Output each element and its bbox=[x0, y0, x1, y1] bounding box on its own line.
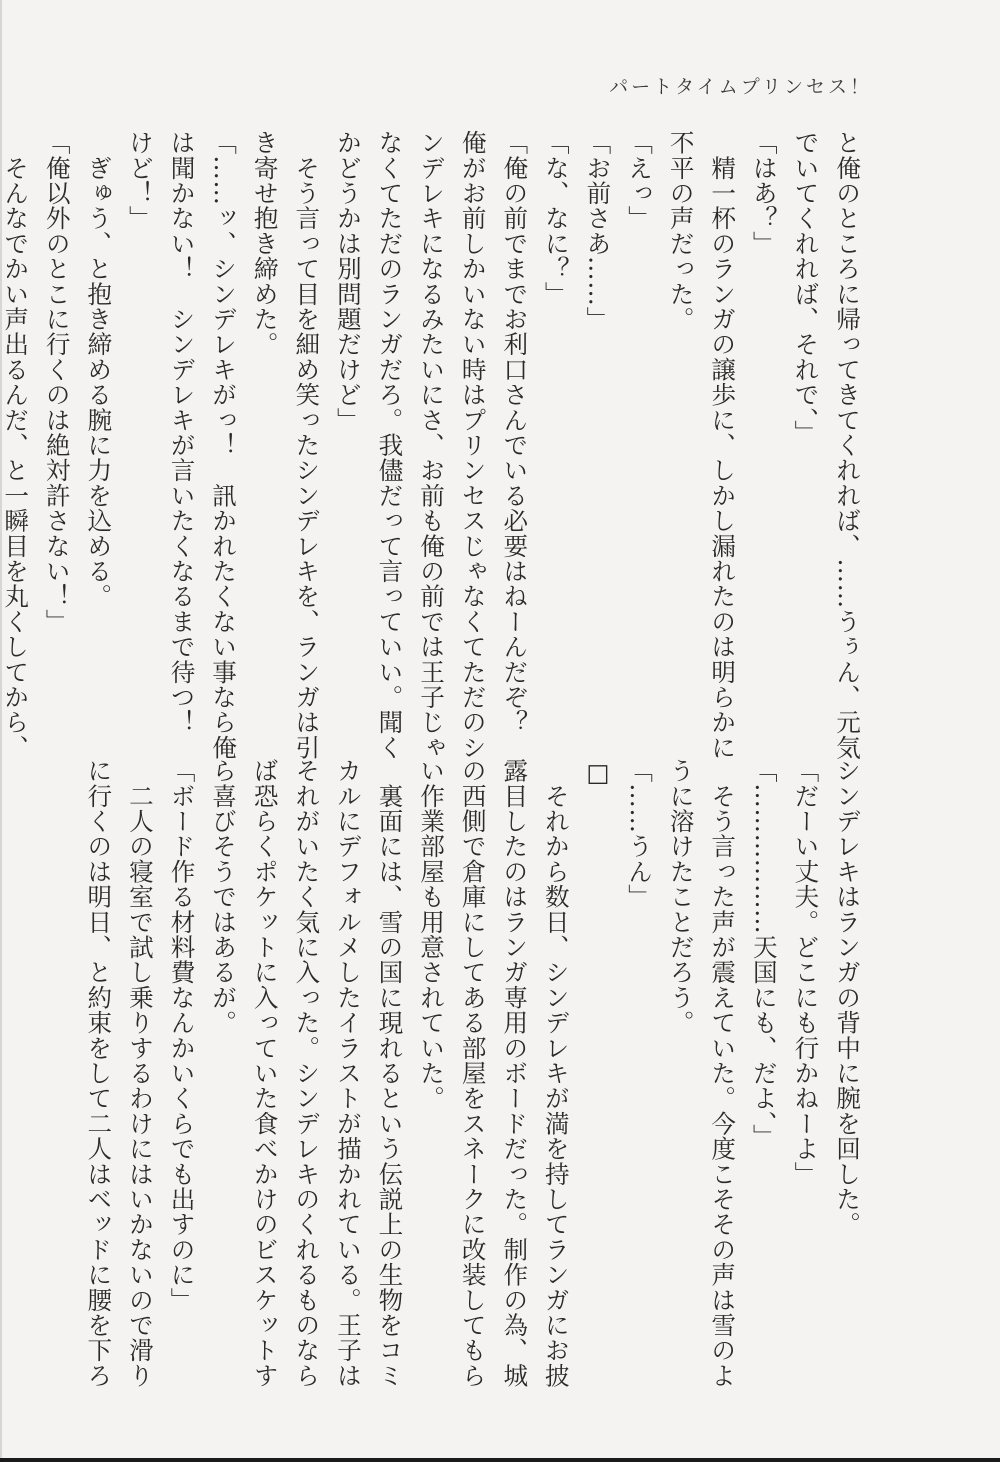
page-bottom-edge bbox=[0, 1458, 1000, 1462]
text-line: そう言った声が震えていた。今度こそその声は雪のよ bbox=[708, 758, 738, 1388]
text-line: でいてくれれば、それで、」 bbox=[791, 130, 821, 446]
text-line: うに溶けたことだろう。 bbox=[666, 758, 696, 1036]
text-line: 「………………天国にも、だよ、」 bbox=[749, 758, 779, 1149]
text-line: 俺がお前しかいない時はプリンセスじゃなくてただのシ bbox=[458, 130, 488, 760]
text-line: ンデレキになるみたいにさ、お前も俺の前では王子じゃ bbox=[417, 130, 447, 760]
text-line: 二人の寝室で試し乗りするわけにはいかないので滑り bbox=[125, 758, 155, 1388]
text-line: 「ボード作る材料費なんかいくらでも出すのに」 bbox=[167, 758, 197, 1313]
text-line: 「俺以外のとこに行くのは絶対許さない！」 bbox=[42, 130, 72, 634]
text-line: 「はあ？」 bbox=[749, 130, 779, 256]
text-line: 「……うん」 bbox=[625, 758, 655, 910]
text-line: き寄せ抱き締めた。 bbox=[250, 130, 280, 357]
text-line: ぎゅう、と抱き締める腕に力を込める。 bbox=[84, 130, 114, 609]
text-line: ば恐らくポケットに入っていた食べかけのビスケットす bbox=[250, 758, 280, 1388]
text-line: 精一杯のランガの譲歩に、しかし漏れたのは明らかに bbox=[708, 130, 738, 760]
text-line: それから数日、シンデレキが満を持してランガにお披 bbox=[541, 758, 571, 1388]
text-block-upper bbox=[1, 130, 868, 760]
text-line: なくてただのランガだろ。我儘だって言っていい。聞く bbox=[375, 130, 405, 760]
text-line: けど！」 bbox=[125, 130, 155, 231]
text-line: それがいたく気に入った。シンデレキのくれるものなら bbox=[292, 758, 322, 1388]
text-line: かどうかは別問題だけど」 bbox=[333, 130, 363, 433]
text-line: そう言って目を細め笑ったシンデレキを、ランガは引 bbox=[292, 130, 322, 760]
text-line: そんなでかい声出るんだ、と一瞬目を丸くしてから、 bbox=[1, 130, 31, 760]
text-line: シンデレキはランガの背中に腕を回した。 bbox=[833, 758, 862, 1237]
text-line: 「……ッ、シンデレキがっ！ 訊かれたくない事なら俺 bbox=[209, 130, 239, 760]
text-line: 「えっ」 bbox=[625, 130, 655, 231]
text-line: と俺のところに帰ってきてくれれば、……うぅん、元気 bbox=[833, 130, 862, 760]
text-line: 露目したのはランガ専用のボードだった。制作の為、城 bbox=[500, 758, 530, 1388]
text-line: に行くのは明日、と約束をして二人はベッドに腰を下ろ bbox=[84, 758, 114, 1388]
text-line: い作業部屋も用意されていた。 bbox=[417, 758, 447, 1111]
text-line: カルにデフォルメしたイラストが描かれている。王子は bbox=[333, 758, 363, 1388]
text-line: 「俺の前でまでお利口さんでいる必要はねーんだぞ？ bbox=[500, 130, 530, 735]
text-line: 「な、なに？」 bbox=[541, 130, 571, 307]
text-line: 「お前さあ……」 bbox=[583, 130, 613, 332]
running-header: パートタイムプリンセス！ bbox=[609, 76, 872, 98]
text-line: の西側で倉庫にしてある部屋をスネークに改装してもら bbox=[458, 758, 488, 1388]
text-line: 「だーい丈夫。どこにも行かねーよ」 bbox=[791, 758, 821, 1187]
text-line: ら喜びそうではあるが。 bbox=[209, 758, 239, 1036]
text-line: は聞かない！ シンデレキが言いたくなるまで待つ！ bbox=[167, 130, 197, 735]
text-line: 裏面には、雪の国に現れるという伝説上の生物をコミ bbox=[375, 758, 405, 1388]
scene-break-marker: □ bbox=[583, 758, 613, 788]
text-line: 不平の声だった。 bbox=[666, 130, 696, 332]
text-block-lower bbox=[84, 758, 868, 1388]
